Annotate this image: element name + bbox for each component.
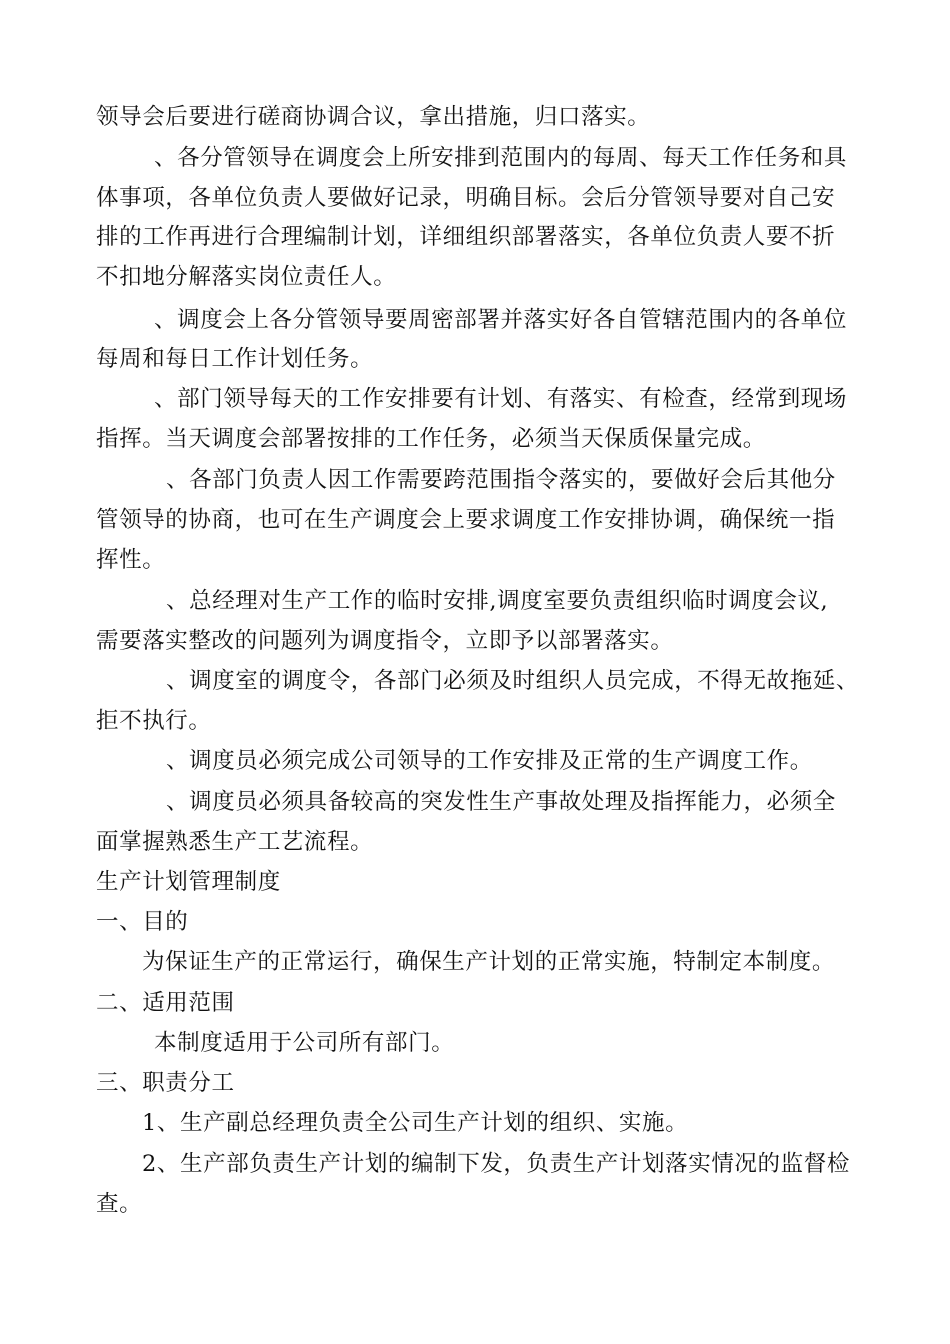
section-title: 生产计划管理制度 <box>96 869 281 895</box>
section-heading: 三、职责分工 <box>96 1070 235 1096</box>
text-line: 为保证生产的正常运行，确保生产计划的正常实施，特制定本制度。 <box>142 949 836 975</box>
text-line: 、部门领导每天的工作安排要有计划、有落实、有检查，经常到现场 <box>154 386 848 412</box>
text-line: 每周和每日工作计划任务。 <box>96 346 374 372</box>
text-line: 挥性。 <box>96 547 166 573</box>
text-line: 拒不执行。 <box>96 708 212 734</box>
text-line: 、总经理对生产工作的临时安排,调度室要负责组织临时调度会议, <box>166 588 829 614</box>
text-line: 排的工作再进行合理编制计划，详细组织部署落实，各单位负责人要不折 <box>96 224 836 250</box>
text-line: 、调度员必须完成公司领导的工作安排及正常的生产调度工作。 <box>166 748 813 774</box>
text-line: 本制度适用于公司所有部门。 <box>154 1030 455 1056</box>
text-line: 、调度室的调度令，各部门必须及时组织人员完成，不得无故拖延、 <box>166 668 860 694</box>
text-line: 不扣地分解落实岗位责任人。 <box>96 264 397 290</box>
text-line: 管领导的协商，也可在生产调度会上要求调度工作安排协调，确保统一指 <box>96 507 836 533</box>
text-line: 面掌握熟悉生产工艺流程。 <box>96 829 374 855</box>
section-heading: 二、适用范围 <box>96 990 235 1016</box>
text-line: 、各分管领导在调度会上所安排到范围内的每周、每天工作任务和具 <box>154 145 848 171</box>
text-line: 、各部门负责人因工作需要跨范围指令落实的，要做好会后其他分 <box>166 467 836 493</box>
text-line: 查。 <box>96 1191 143 1217</box>
text-line: 领导会后要进行磋商协调合议，拿出措施，归口落实。 <box>96 104 651 130</box>
text-line: 体事项，各单位负责人要做好记录，明确目标。会后分管领导要对自己安 <box>96 185 836 211</box>
text-line: 、调度员必须具备较高的突发性生产事故处理及指挥能力，必须全 <box>166 789 836 815</box>
text-line: 指挥。当天调度会部署按排的工作任务，必须当天保质保量完成。 <box>96 426 766 452</box>
text-line: 、调度会上各分管领导要周密部署并落实好各自管辖范围内的各单位 <box>154 307 848 333</box>
section-heading: 一、目的 <box>96 909 189 935</box>
text-line: 2、生产部负责生产计划的编制下发，负责生产计划落实情况的监督检 <box>142 1151 850 1177</box>
text-line: 1、生产副总经理负责全公司生产计划的组织、实施。 <box>142 1110 689 1136</box>
text-line: 需要落实整改的问题列为调度指令，立即予以部署落实。 <box>96 628 674 654</box>
